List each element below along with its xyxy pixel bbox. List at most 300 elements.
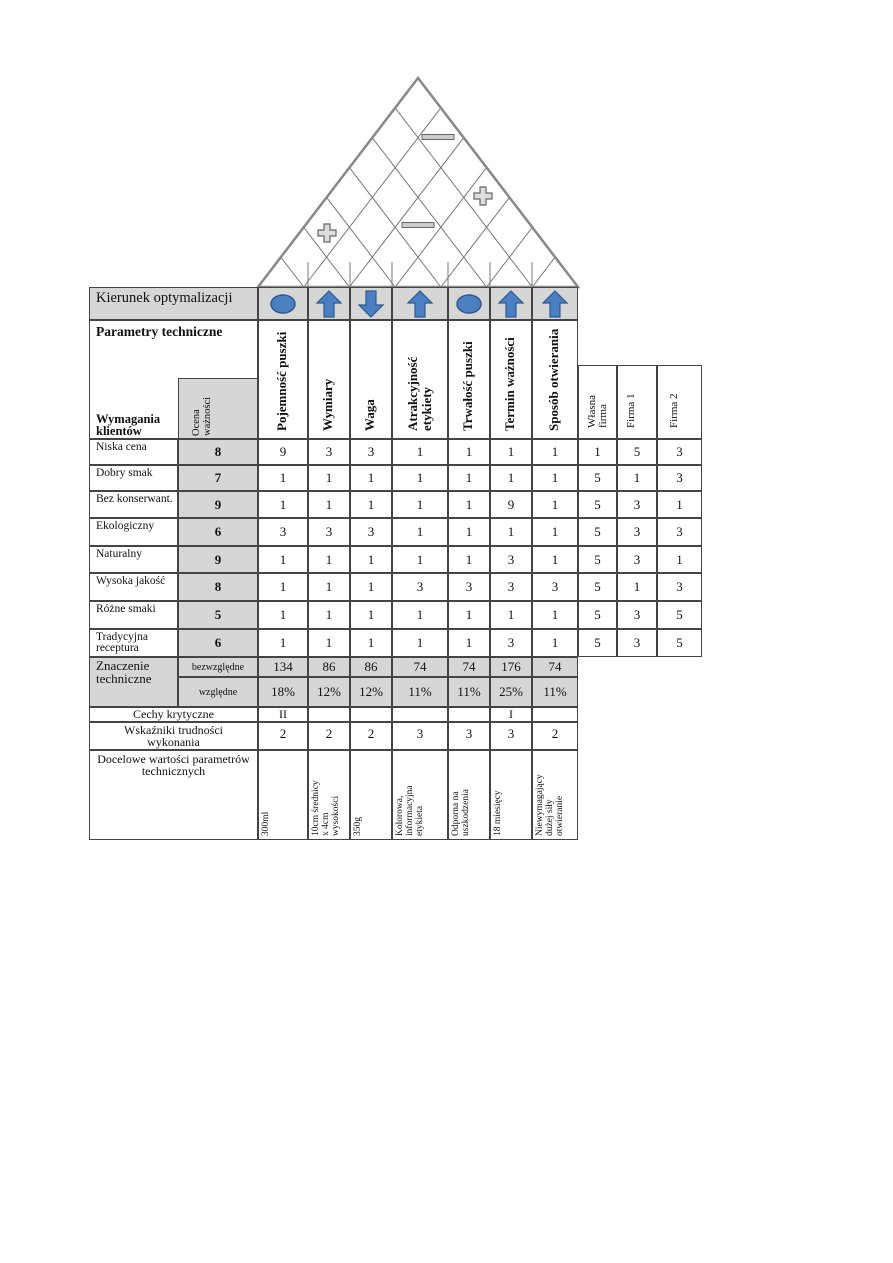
critical-feature-cell xyxy=(490,707,532,722)
requirement-name-cell xyxy=(89,629,178,657)
competitor-score-cell xyxy=(617,518,657,546)
technical-importance-label: Znaczenie techniczne xyxy=(96,658,152,686)
tech-param-header xyxy=(350,320,392,439)
relationship-value: 1 xyxy=(507,607,515,622)
competitor-score-cell xyxy=(617,601,657,629)
competitor-score-cell xyxy=(578,601,617,629)
target-cell xyxy=(448,750,490,840)
requirement-name: Różne smaki xyxy=(96,603,156,615)
tech-param-name: Wymiary xyxy=(320,378,335,431)
requirement-name: Wysoka jakość xyxy=(96,575,166,587)
target-cell xyxy=(258,750,308,840)
absolute-importance-cell xyxy=(490,657,532,677)
absolute-importance-cell xyxy=(258,657,308,677)
target-value: Odporna na uszkodzenia xyxy=(451,789,471,836)
relationship-cell xyxy=(490,491,532,518)
requirement-name-cell xyxy=(89,465,178,491)
relationship-value: 1 xyxy=(416,496,424,512)
competitor-score: 5 xyxy=(676,635,683,650)
competitor-score-cell xyxy=(657,546,702,573)
difficulty-cell xyxy=(490,722,532,750)
importance-value: 8 xyxy=(214,444,222,459)
importance-value: 7 xyxy=(214,470,222,485)
target-cell xyxy=(308,750,350,840)
relationship-value: 3 xyxy=(325,444,333,459)
difficulty-cell xyxy=(258,722,308,750)
target-cell xyxy=(532,750,578,840)
relationship-value: 1 xyxy=(325,579,333,594)
requirement-name: Ekologiczny xyxy=(96,520,155,532)
absolute-importance-cell xyxy=(308,657,350,677)
difficulty-cell xyxy=(448,722,490,750)
relationship-value: 1 xyxy=(416,607,424,622)
target-value: 10cm średnicy x 4cm wysokości xyxy=(311,780,341,836)
relationship-value: 1 xyxy=(551,496,559,512)
importance-cell xyxy=(178,518,258,546)
requirement-name: Niska cena xyxy=(96,441,147,453)
relationship-cell xyxy=(258,629,308,657)
competitor-header xyxy=(657,365,702,439)
absolute-label-cell xyxy=(178,657,258,677)
direction-cell xyxy=(308,287,350,320)
critical-feature-cell xyxy=(448,707,490,722)
relationship-cell xyxy=(350,629,392,657)
relationship-value: 1 xyxy=(325,470,333,485)
targets-label: Docelowe wartości parametrów technicznych xyxy=(97,752,250,778)
tech-param-name: Atrakcyjność etykiety xyxy=(405,356,434,431)
relationship-cell xyxy=(532,465,578,491)
relative-importance-cell xyxy=(532,677,578,707)
relationship-cell xyxy=(532,573,578,601)
negative-correlation-icon xyxy=(402,223,434,228)
relationship-value: 1 xyxy=(279,551,287,567)
relationship-value: 3 xyxy=(367,524,375,539)
competitor-score: 5 xyxy=(594,551,601,567)
competitor-score-cell xyxy=(617,573,657,601)
competitor-score: 5 xyxy=(594,579,601,594)
competitor-score-cell xyxy=(657,629,702,657)
relationship-cell xyxy=(448,629,490,657)
importance-cell xyxy=(178,491,258,518)
relationship-cell xyxy=(392,439,448,465)
relationship-value: 1 xyxy=(367,470,375,485)
relationship-value: 1 xyxy=(367,579,375,594)
relationship-value: 1 xyxy=(465,470,473,485)
relationship-cell xyxy=(308,465,350,491)
relative-importance-cell xyxy=(350,677,392,707)
relationship-value: 1 xyxy=(367,635,375,650)
relationship-value: 1 xyxy=(416,551,424,567)
competitor-score: 3 xyxy=(633,607,641,622)
relationship-value: 1 xyxy=(507,524,515,539)
relationship-cell xyxy=(350,439,392,465)
competitor-name: Firma 1 xyxy=(625,393,637,428)
relationship-cell xyxy=(392,518,448,546)
competitor-score: 3 xyxy=(633,524,641,539)
tech-params-label: Parametry techniczne xyxy=(96,324,223,339)
maximize-arrow-icon xyxy=(316,290,342,318)
targets-label-cell xyxy=(89,750,258,840)
relationship-cell xyxy=(532,491,578,518)
requirement-name-cell xyxy=(89,491,178,518)
importance-value: 5 xyxy=(214,607,222,622)
absolute-importance-cell xyxy=(448,657,490,677)
absolute-importance-value: 134 xyxy=(273,659,293,674)
critical-feature-cell xyxy=(258,707,308,722)
relative-label-cell xyxy=(178,677,258,707)
difficulty-value: 3 xyxy=(416,726,424,741)
competitor-score-cell xyxy=(657,518,702,546)
relative-importance-value: 11% xyxy=(543,684,567,699)
relationship-value: 1 xyxy=(279,579,287,594)
relationship-value: 1 xyxy=(416,444,424,459)
requirement-name-cell xyxy=(89,518,178,546)
relationship-value: 1 xyxy=(551,524,559,539)
target-value: Kolorowa, informacyjna etykieta xyxy=(395,785,425,836)
relationship-cell xyxy=(350,465,392,491)
tech-param-header xyxy=(448,320,490,439)
negative-correlation-icon xyxy=(422,135,454,140)
relationship-value: 3 xyxy=(416,579,424,594)
importance-cell xyxy=(178,573,258,601)
absolute-importance-value: 176 xyxy=(501,659,521,674)
relationship-value: 1 xyxy=(416,635,424,650)
relationship-value: 3 xyxy=(465,579,473,594)
absolute-importance-value: 86 xyxy=(322,659,336,674)
relationship-value: 1 xyxy=(465,635,473,650)
relationship-cell xyxy=(490,518,532,546)
competitor-score-cell xyxy=(657,601,702,629)
requirement-name: Bez konserwant. xyxy=(96,493,173,505)
competitor-score: 3 xyxy=(633,551,641,567)
competitor-score-cell xyxy=(657,465,702,491)
competitor-score-cell xyxy=(617,465,657,491)
competitor-score: 1 xyxy=(633,470,641,485)
relative-importance-cell xyxy=(258,677,308,707)
tech-param-name: Waga xyxy=(362,399,377,431)
requirement-name: Tradycyjna receptura xyxy=(96,631,148,654)
relationship-cell xyxy=(490,465,532,491)
relationship-value: 1 xyxy=(279,607,287,622)
critical-features-label: Cechy krytyczne xyxy=(133,707,214,721)
relationship-cell xyxy=(350,518,392,546)
maximize-arrow-icon xyxy=(542,290,568,318)
importance-cell xyxy=(178,465,258,491)
relationship-value: 3 xyxy=(367,444,375,459)
relationship-cell xyxy=(308,491,350,518)
critical-feature-value: II xyxy=(279,707,287,721)
absolute-importance-cell xyxy=(350,657,392,677)
relationship-cell xyxy=(532,629,578,657)
relative-importance-value: 25% xyxy=(499,684,523,699)
competitor-score-cell xyxy=(578,465,617,491)
importance-value: 6 xyxy=(214,635,222,650)
difficulty-value: 2 xyxy=(279,726,287,741)
relationship-value: 1 xyxy=(507,444,515,459)
target-value: Niewymagający dużej siły otwieranie xyxy=(535,774,565,836)
importance-cell xyxy=(178,601,258,629)
relationship-cell xyxy=(350,601,392,629)
relationship-value: 1 xyxy=(416,470,424,485)
relationship-cell xyxy=(392,573,448,601)
relationship-value: 1 xyxy=(325,607,333,622)
difficulty-cell xyxy=(392,722,448,750)
relationship-cell xyxy=(448,465,490,491)
competitor-score: 1 xyxy=(676,496,683,512)
relationship-cell xyxy=(490,439,532,465)
difficulty-value: 2 xyxy=(325,726,333,741)
positive-correlation-icon xyxy=(318,224,336,242)
relationship-cell xyxy=(350,546,392,573)
relationship-cell xyxy=(490,573,532,601)
competitor-score-cell xyxy=(578,491,617,518)
relative-importance-cell xyxy=(392,677,448,707)
importance-header-cell xyxy=(178,378,258,439)
competitor-score: 5 xyxy=(594,470,601,485)
direction-cell xyxy=(392,287,448,320)
relationship-cell xyxy=(308,518,350,546)
requirement-name-cell xyxy=(89,546,178,573)
relative-importance-value: 18% xyxy=(271,684,295,699)
absolute-importance-value: 86 xyxy=(364,659,378,674)
importance-cell xyxy=(178,546,258,573)
relationship-value: 3 xyxy=(551,579,559,594)
competitor-score-cell xyxy=(578,629,617,657)
relationship-value: 1 xyxy=(507,470,515,485)
competitor-score-cell xyxy=(617,546,657,573)
competitor-score-cell xyxy=(617,439,657,465)
relationship-cell xyxy=(258,465,308,491)
relationship-value: 1 xyxy=(551,470,559,485)
competitor-header xyxy=(578,365,617,439)
competitor-score: 5 xyxy=(676,607,683,622)
optimization-label: Kierunek optymalizacji xyxy=(96,290,233,306)
relative-importance-cell xyxy=(308,677,350,707)
relationship-value: 1 xyxy=(325,496,333,512)
competitor-score: 3 xyxy=(676,444,683,459)
critical-feature-cell xyxy=(350,707,392,722)
importance-value: 9 xyxy=(214,496,222,512)
competitor-score-cell xyxy=(578,518,617,546)
relationship-cell xyxy=(258,601,308,629)
importance-label: Ocena ważności xyxy=(191,396,213,436)
tech-param-name: Sposób otwierania xyxy=(546,328,561,431)
competitor-score: 5 xyxy=(633,444,641,459)
absolute-importance-value: 74 xyxy=(462,659,476,674)
relationship-value: 1 xyxy=(465,444,473,459)
relative-label: względne xyxy=(198,686,238,698)
relative-importance-value: 12% xyxy=(317,684,341,699)
competitor-score: 5 xyxy=(594,524,601,539)
relationship-value: 3 xyxy=(279,524,287,539)
competitor-score-cell xyxy=(617,629,657,657)
relationship-cell xyxy=(258,546,308,573)
difficulty-value: 3 xyxy=(465,726,473,741)
relationship-cell xyxy=(532,518,578,546)
relationship-value: 1 xyxy=(279,470,287,485)
maximize-arrow-icon xyxy=(407,290,433,318)
critical-feature-cell xyxy=(392,707,448,722)
importance-value: 8 xyxy=(214,579,222,594)
absolute-importance-value: 74 xyxy=(548,659,562,674)
requirement-name-cell xyxy=(89,573,178,601)
direction-cell xyxy=(258,287,308,320)
importance-value: 9 xyxy=(214,551,222,567)
competitor-name: Firma 2 xyxy=(667,393,680,428)
relationship-cell xyxy=(308,629,350,657)
relationship-value: 3 xyxy=(507,579,515,594)
requirements-label: Wymagania klientów xyxy=(96,412,161,438)
tech-param-header xyxy=(532,320,578,439)
critical-feature-cell xyxy=(532,707,578,722)
difficulty-cell xyxy=(308,722,350,750)
relationship-cell xyxy=(448,491,490,518)
relationship-cell xyxy=(532,546,578,573)
relationship-cell xyxy=(448,601,490,629)
competitor-score: 3 xyxy=(676,524,683,539)
relationship-cell xyxy=(490,546,532,573)
relationship-value: 1 xyxy=(551,444,559,459)
relationship-value: 9 xyxy=(279,444,287,459)
relationship-cell xyxy=(392,491,448,518)
difficulty-label: Wskaźniki trudności wykonania xyxy=(124,723,223,749)
relationship-value: 1 xyxy=(325,551,333,567)
relationship-value: 1 xyxy=(465,607,473,622)
tech-param-header xyxy=(258,320,308,439)
target-value: 350g xyxy=(353,817,363,836)
target-cell xyxy=(490,750,532,840)
relationship-cell xyxy=(392,601,448,629)
relationship-cell xyxy=(448,518,490,546)
target-cell xyxy=(350,750,392,840)
roof-outline xyxy=(258,78,578,287)
positive-correlation-icon xyxy=(474,187,492,205)
competitor-score: 5 xyxy=(594,496,601,512)
competitor-score: 3 xyxy=(633,496,641,512)
competitor-score-cell xyxy=(657,573,702,601)
target-circle-icon xyxy=(454,293,484,315)
relationship-value: 1 xyxy=(279,496,287,512)
relationship-value: 1 xyxy=(465,496,473,512)
direction-cell xyxy=(448,287,490,320)
relationship-cell xyxy=(490,601,532,629)
competitor-score: 3 xyxy=(633,635,641,650)
technical-importance-label-cell xyxy=(89,657,178,707)
relationship-value: 1 xyxy=(367,496,375,512)
tech-param-name: Pojemność puszki xyxy=(274,331,289,431)
relationship-cell xyxy=(258,518,308,546)
relative-importance-value: 12% xyxy=(359,684,383,699)
competitor-score: 5 xyxy=(594,635,601,650)
difficulty-cell xyxy=(532,722,578,750)
relationship-cell xyxy=(392,465,448,491)
absolute-importance-cell xyxy=(532,657,578,677)
relationship-value: 1 xyxy=(551,635,559,650)
tech-param-name: Termin ważności xyxy=(502,337,517,431)
competitor-name: Własna firma xyxy=(585,395,609,428)
relationship-value: 1 xyxy=(465,524,473,539)
requirement-name-cell xyxy=(89,439,178,465)
competitor-score: 3 xyxy=(676,470,683,485)
relationship-cell xyxy=(448,546,490,573)
competitor-score-cell xyxy=(578,573,617,601)
relationship-cell xyxy=(490,629,532,657)
relationship-cell xyxy=(392,546,448,573)
direction-cell xyxy=(350,287,392,320)
competitor-header xyxy=(617,365,657,439)
competitor-score-cell xyxy=(657,491,702,518)
competitor-score: 5 xyxy=(594,607,601,622)
relationship-cell xyxy=(350,573,392,601)
difficulty-value: 2 xyxy=(367,726,375,741)
competitor-score: 1 xyxy=(633,579,641,594)
relative-importance-value: 11% xyxy=(457,684,481,699)
competitor-score-cell xyxy=(578,439,617,465)
relationship-cell xyxy=(532,601,578,629)
importance-cell xyxy=(178,439,258,465)
optimization-label-cell xyxy=(89,287,258,320)
maximize-arrow-icon xyxy=(498,290,524,318)
relationship-value: 1 xyxy=(367,607,375,622)
minimize-arrow-icon xyxy=(358,290,384,318)
competitor-score-cell xyxy=(617,491,657,518)
target-value: 300ml xyxy=(261,811,271,836)
relationship-value: 1 xyxy=(551,551,559,567)
relationship-value: 1 xyxy=(367,551,375,567)
relationship-value: 1 xyxy=(279,635,287,650)
correlation-roof xyxy=(0,0,893,300)
relative-importance-value: 11% xyxy=(408,684,432,699)
relationship-cell xyxy=(308,601,350,629)
target-value: 18 miesięcy xyxy=(493,790,503,836)
difficulty-label-cell xyxy=(89,722,258,750)
relationship-value: 3 xyxy=(325,524,333,539)
relationship-value: 1 xyxy=(416,524,424,539)
relationship-value: 1 xyxy=(465,551,473,567)
requirement-name: Naturalny xyxy=(96,548,142,560)
difficulty-value: 2 xyxy=(551,726,559,741)
relationship-value: 1 xyxy=(551,607,559,622)
critical-features-label-cell xyxy=(89,707,258,722)
relationship-cell xyxy=(448,439,490,465)
direction-cell xyxy=(532,287,578,320)
relationship-cell xyxy=(258,491,308,518)
absolute-label: bezwzględne xyxy=(191,661,245,673)
competitor-score: 3 xyxy=(676,579,683,594)
critical-feature-cell xyxy=(308,707,350,722)
relationship-cell xyxy=(350,491,392,518)
difficulty-value: 3 xyxy=(507,726,515,741)
relationship-cell xyxy=(308,439,350,465)
tech-param-header xyxy=(308,320,350,439)
relationship-cell xyxy=(448,573,490,601)
relationship-value: 3 xyxy=(507,551,515,567)
critical-feature-value: I xyxy=(509,707,513,721)
relationship-value: 3 xyxy=(507,635,515,650)
competitor-score-cell xyxy=(578,546,617,573)
tech-param-header xyxy=(392,320,448,439)
relationship-cell xyxy=(258,439,308,465)
target-circle-icon xyxy=(268,293,298,315)
relationship-cell xyxy=(392,629,448,657)
direction-cell xyxy=(490,287,532,320)
competitor-score-cell xyxy=(657,439,702,465)
difficulty-cell xyxy=(350,722,392,750)
importance-value: 6 xyxy=(214,524,222,539)
relationship-cell xyxy=(532,439,578,465)
absolute-importance-cell xyxy=(392,657,448,677)
tech-param-name: Trwałość puszki xyxy=(460,341,475,431)
